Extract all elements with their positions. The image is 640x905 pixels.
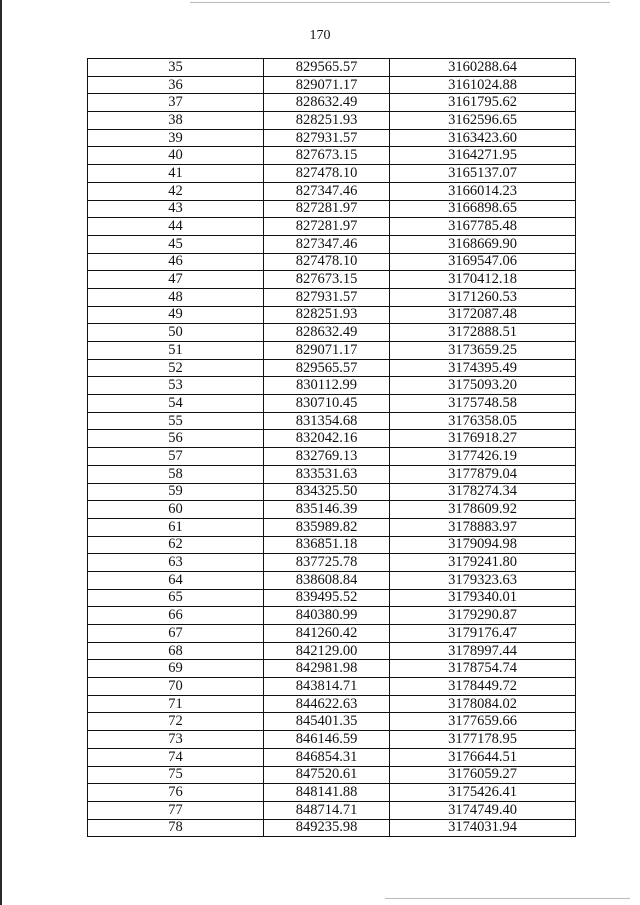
y-coordinate-cell: 3163423.60 xyxy=(390,129,576,147)
x-coordinate-cell: 828251.93 xyxy=(264,112,390,130)
y-coordinate-cell: 3178449.72 xyxy=(390,678,576,696)
point-number-cell: 46 xyxy=(88,253,264,271)
table-row xyxy=(88,342,576,360)
x-coordinate-cell: 827673.15 xyxy=(264,147,390,165)
y-coordinate-cell: 3177879.04 xyxy=(390,465,576,483)
y-coordinate-cell: 3165137.07 xyxy=(390,165,576,183)
y-coordinate-cell: 3179323.63 xyxy=(390,571,576,589)
y-coordinate-cell: 3170412.18 xyxy=(390,271,576,289)
x-coordinate-cell: 848714.71 xyxy=(264,801,390,819)
y-coordinate-cell: 3169547.06 xyxy=(390,253,576,271)
table-row xyxy=(88,607,576,625)
point-number-cell: 71 xyxy=(88,695,264,713)
table-row xyxy=(88,235,576,253)
table-row xyxy=(88,784,576,802)
x-coordinate-cell: 827673.15 xyxy=(264,271,390,289)
x-coordinate-cell: 827931.57 xyxy=(264,129,390,147)
x-coordinate-cell: 828632.49 xyxy=(264,94,390,112)
x-coordinate-cell: 830112.99 xyxy=(264,377,390,395)
table-row xyxy=(88,536,576,554)
y-coordinate-cell: 3172087.48 xyxy=(390,306,576,324)
point-number-cell: 63 xyxy=(88,554,264,572)
point-number-cell: 65 xyxy=(88,589,264,607)
table-row xyxy=(88,377,576,395)
point-number-cell: 59 xyxy=(88,483,264,501)
point-number-cell: 38 xyxy=(88,112,264,130)
table-row xyxy=(88,147,576,165)
x-coordinate-cell: 847520.61 xyxy=(264,766,390,784)
x-coordinate-cell: 841260.42 xyxy=(264,625,390,643)
point-number-cell: 51 xyxy=(88,342,264,360)
scan-top-line xyxy=(190,2,610,3)
point-number-cell: 54 xyxy=(88,395,264,413)
scan-bottom-line xyxy=(385,898,630,899)
y-coordinate-cell: 3179290.87 xyxy=(390,607,576,625)
x-coordinate-cell: 842981.98 xyxy=(264,660,390,678)
point-number-cell: 74 xyxy=(88,748,264,766)
x-coordinate-cell: 836851.18 xyxy=(264,536,390,554)
table-row xyxy=(88,94,576,112)
point-number-cell: 72 xyxy=(88,713,264,731)
x-coordinate-cell: 827931.57 xyxy=(264,288,390,306)
x-coordinate-cell: 827478.10 xyxy=(264,165,390,183)
table-row xyxy=(88,271,576,289)
table-row xyxy=(88,819,576,837)
x-coordinate-cell: 842129.00 xyxy=(264,642,390,660)
y-coordinate-cell: 3179176.47 xyxy=(390,625,576,643)
y-coordinate-cell: 3161024.88 xyxy=(390,76,576,94)
point-number-cell: 44 xyxy=(88,218,264,236)
y-coordinate-cell: 3179094.98 xyxy=(390,536,576,554)
scan-left-edge xyxy=(0,0,2,905)
table-row xyxy=(88,731,576,749)
point-number-cell: 55 xyxy=(88,412,264,430)
y-coordinate-cell: 3174395.49 xyxy=(390,359,576,377)
y-coordinate-cell: 3179241.80 xyxy=(390,554,576,572)
y-coordinate-cell: 3171260.53 xyxy=(390,288,576,306)
point-number-cell: 50 xyxy=(88,324,264,342)
table-row xyxy=(88,359,576,377)
point-number-cell: 40 xyxy=(88,147,264,165)
table-row xyxy=(88,713,576,731)
point-number-cell: 35 xyxy=(88,59,264,77)
x-coordinate-cell: 829071.17 xyxy=(264,342,390,360)
y-coordinate-cell: 3164271.95 xyxy=(390,147,576,165)
table-row xyxy=(88,59,576,77)
table-row xyxy=(88,324,576,342)
x-coordinate-cell: 846146.59 xyxy=(264,731,390,749)
x-coordinate-cell: 828251.93 xyxy=(264,306,390,324)
y-coordinate-cell: 3162596.65 xyxy=(390,112,576,130)
y-coordinate-cell: 3166014.23 xyxy=(390,182,576,200)
x-coordinate-cell: 829565.57 xyxy=(264,359,390,377)
x-coordinate-cell: 829071.17 xyxy=(264,76,390,94)
x-coordinate-cell: 848141.88 xyxy=(264,784,390,802)
y-coordinate-cell: 3177426.19 xyxy=(390,448,576,466)
point-number-cell: 57 xyxy=(88,448,264,466)
table-row xyxy=(88,571,576,589)
x-coordinate-cell: 840380.99 xyxy=(264,607,390,625)
y-coordinate-cell: 3172888.51 xyxy=(390,324,576,342)
table-row xyxy=(88,412,576,430)
y-coordinate-cell: 3175748.58 xyxy=(390,395,576,413)
point-number-cell: 76 xyxy=(88,784,264,802)
y-coordinate-cell: 3176059.27 xyxy=(390,766,576,784)
y-coordinate-cell: 3160288.64 xyxy=(390,59,576,77)
point-number-cell: 66 xyxy=(88,607,264,625)
y-coordinate-cell: 3178754.74 xyxy=(390,660,576,678)
y-coordinate-cell: 3168669.90 xyxy=(390,235,576,253)
table-row xyxy=(88,218,576,236)
point-number-cell: 39 xyxy=(88,129,264,147)
y-coordinate-cell: 3178274.34 xyxy=(390,483,576,501)
x-coordinate-cell: 839495.52 xyxy=(264,589,390,607)
table-row xyxy=(88,430,576,448)
table-row xyxy=(88,112,576,130)
table-row xyxy=(88,483,576,501)
x-coordinate-cell: 832769.13 xyxy=(264,448,390,466)
table-row xyxy=(88,76,576,94)
table-row xyxy=(88,306,576,324)
y-coordinate-cell: 3177178.95 xyxy=(390,731,576,749)
point-number-cell: 41 xyxy=(88,165,264,183)
table-row xyxy=(88,253,576,271)
point-number-cell: 56 xyxy=(88,430,264,448)
y-coordinate-cell: 3167785.48 xyxy=(390,218,576,236)
table-row xyxy=(88,589,576,607)
table-row xyxy=(88,678,576,696)
table-row xyxy=(88,748,576,766)
table-row xyxy=(88,288,576,306)
point-number-cell: 49 xyxy=(88,306,264,324)
point-number-cell: 52 xyxy=(88,359,264,377)
y-coordinate-cell: 3175093.20 xyxy=(390,377,576,395)
y-coordinate-cell: 3176918.27 xyxy=(390,430,576,448)
y-coordinate-cell: 3166898.65 xyxy=(390,200,576,218)
point-number-cell: 37 xyxy=(88,94,264,112)
table-row xyxy=(88,518,576,536)
point-number-cell: 45 xyxy=(88,235,264,253)
page-number: 170 xyxy=(309,28,331,43)
table-row xyxy=(88,554,576,572)
table-row xyxy=(88,182,576,200)
x-coordinate-cell: 844622.63 xyxy=(264,695,390,713)
x-coordinate-cell: 837725.78 xyxy=(264,554,390,572)
table-row xyxy=(88,625,576,643)
point-number-cell: 70 xyxy=(88,678,264,696)
coordinates-table-body xyxy=(88,59,576,837)
x-coordinate-cell: 827347.46 xyxy=(264,182,390,200)
point-number-cell: 48 xyxy=(88,288,264,306)
x-coordinate-cell: 838608.84 xyxy=(264,571,390,589)
x-coordinate-cell: 829565.57 xyxy=(264,59,390,77)
y-coordinate-cell: 3174031.94 xyxy=(390,819,576,837)
x-coordinate-cell: 845401.35 xyxy=(264,713,390,731)
x-coordinate-cell: 835146.39 xyxy=(264,501,390,519)
table-row xyxy=(88,129,576,147)
table-row xyxy=(88,695,576,713)
x-coordinate-cell: 827478.10 xyxy=(264,253,390,271)
x-coordinate-cell: 827281.97 xyxy=(264,200,390,218)
x-coordinate-cell: 827347.46 xyxy=(264,235,390,253)
x-coordinate-cell: 830710.45 xyxy=(264,395,390,413)
table-row xyxy=(88,766,576,784)
point-number-cell: 60 xyxy=(88,501,264,519)
x-coordinate-cell: 833531.63 xyxy=(264,465,390,483)
x-coordinate-cell: 846854.31 xyxy=(264,748,390,766)
table-row xyxy=(88,660,576,678)
x-coordinate-cell: 831354.68 xyxy=(264,412,390,430)
table-row xyxy=(88,465,576,483)
y-coordinate-cell: 3173659.25 xyxy=(390,342,576,360)
x-coordinate-cell: 832042.16 xyxy=(264,430,390,448)
y-coordinate-cell: 3175426.41 xyxy=(390,784,576,802)
table-row xyxy=(88,200,576,218)
point-number-cell: 61 xyxy=(88,518,264,536)
point-number-cell: 47 xyxy=(88,271,264,289)
point-number-cell: 69 xyxy=(88,660,264,678)
table-row xyxy=(88,448,576,466)
point-number-cell: 43 xyxy=(88,200,264,218)
coordinates-table xyxy=(87,58,576,837)
y-coordinate-cell: 3178997.44 xyxy=(390,642,576,660)
y-coordinate-cell: 3178609.92 xyxy=(390,501,576,519)
x-coordinate-cell: 835989.82 xyxy=(264,518,390,536)
y-coordinate-cell: 3178084.02 xyxy=(390,695,576,713)
point-number-cell: 42 xyxy=(88,182,264,200)
point-number-cell: 62 xyxy=(88,536,264,554)
table-row xyxy=(88,501,576,519)
x-coordinate-cell: 834325.50 xyxy=(264,483,390,501)
point-number-cell: 75 xyxy=(88,766,264,784)
y-coordinate-cell: 3174749.40 xyxy=(390,801,576,819)
x-coordinate-cell: 827281.97 xyxy=(264,218,390,236)
point-number-cell: 77 xyxy=(88,801,264,819)
table-row xyxy=(88,165,576,183)
point-number-cell: 53 xyxy=(88,377,264,395)
y-coordinate-cell: 3176358.05 xyxy=(390,412,576,430)
point-number-cell: 67 xyxy=(88,625,264,643)
y-coordinate-cell: 3179340.01 xyxy=(390,589,576,607)
table-row xyxy=(88,395,576,413)
point-number-cell: 78 xyxy=(88,819,264,837)
y-coordinate-cell: 3178883.97 xyxy=(390,518,576,536)
x-coordinate-cell: 849235.98 xyxy=(264,819,390,837)
point-number-cell: 36 xyxy=(88,76,264,94)
point-number-cell: 58 xyxy=(88,465,264,483)
point-number-cell: 68 xyxy=(88,642,264,660)
table-row xyxy=(88,801,576,819)
y-coordinate-cell: 3176644.51 xyxy=(390,748,576,766)
table-row xyxy=(88,642,576,660)
y-coordinate-cell: 3161795.62 xyxy=(390,94,576,112)
x-coordinate-cell: 828632.49 xyxy=(264,324,390,342)
point-number-cell: 73 xyxy=(88,731,264,749)
y-coordinate-cell: 3177659.66 xyxy=(390,713,576,731)
x-coordinate-cell: 843814.71 xyxy=(264,678,390,696)
point-number-cell: 64 xyxy=(88,571,264,589)
